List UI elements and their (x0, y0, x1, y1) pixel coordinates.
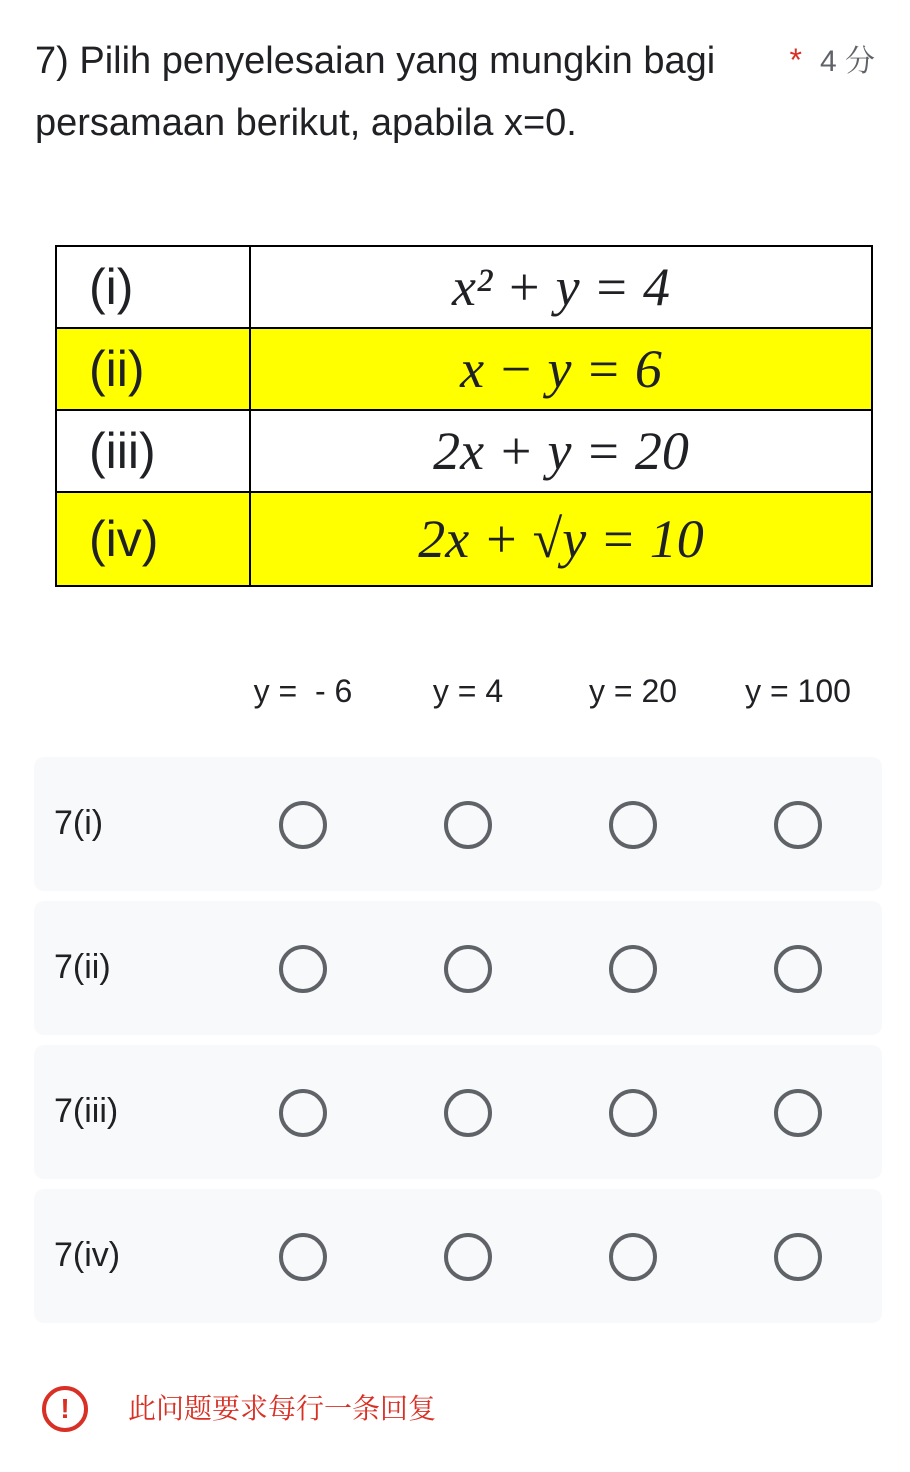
equation-row (56, 492, 872, 586)
grid-row-7iii (34, 1045, 882, 1179)
question-header (35, 30, 875, 150)
row-label: 7(ii) (54, 948, 111, 986)
error-message: 此问题要求每行一条回复 (128, 1392, 437, 1425)
equation-row (56, 410, 872, 492)
radio-7iii-y-4[interactable] (444, 1089, 492, 1137)
equation-row (56, 246, 872, 328)
equation-table-image (55, 245, 873, 587)
column-header-y-100: y = 100 (745, 673, 851, 709)
required-asterisk: * (789, 42, 802, 78)
grid-column-headers (0, 668, 910, 714)
grid-row-7iv (34, 1189, 882, 1323)
points-label: 4 分 (819, 45, 875, 78)
exclamation-icon: ! (42, 1386, 88, 1432)
row-label: 7(i) (54, 804, 104, 842)
question-title (35, 30, 775, 154)
radio-7iv-y-minus-6[interactable] (279, 1233, 327, 1281)
equation-label: (i) (56, 246, 250, 328)
radio-7iii-y-minus-6[interactable] (279, 1089, 327, 1137)
column-header-y-20: y = 20 (588, 673, 678, 709)
radio-7ii-y-20[interactable] (609, 945, 657, 993)
equation-text: x − y = 6 (250, 328, 872, 410)
radio-7ii-y-100[interactable] (774, 945, 822, 993)
radio-7iv-y-20[interactable] (609, 1233, 657, 1281)
equation-text: 2x + √y = 10 (250, 492, 872, 586)
column-header-y-4: y = 4 (432, 673, 504, 709)
row-label: 7(iii) (54, 1092, 119, 1130)
grid-row-7i (34, 757, 882, 891)
equation-label: (ii) (56, 328, 250, 410)
question-meta (790, 40, 875, 82)
radio-7i-y-4[interactable] (444, 801, 492, 849)
radio-7iv-y-4[interactable] (444, 1233, 492, 1281)
row-label: 7(iv) (54, 1236, 121, 1274)
radio-7ii-y-4[interactable] (444, 945, 492, 993)
radio-7i-y-minus-6[interactable] (279, 801, 327, 849)
radio-7ii-y-minus-6[interactable] (279, 945, 327, 993)
equation-label: (iv) (56, 492, 250, 586)
radio-7iii-y-20[interactable] (609, 1089, 657, 1137)
equation-text: x² + y = 4 (250, 246, 872, 328)
radio-7i-y-20[interactable] (609, 801, 657, 849)
validation-error (42, 1386, 882, 1436)
column-header-y-minus-6: y = - 6 (253, 673, 353, 709)
question-title-line2: persamaan berikut, apabila x=0. (35, 102, 577, 144)
equation-text: 2x + y = 20 (250, 410, 872, 492)
equation-label: (iii) (56, 410, 250, 492)
radio-7iii-y-100[interactable] (774, 1089, 822, 1137)
equation-row (56, 328, 872, 410)
radio-7i-y-100[interactable] (774, 801, 822, 849)
grid-row-7ii (34, 901, 882, 1035)
question-title-line1: 7) Pilih penyelesaian yang mungkin bagi (35, 40, 716, 82)
radio-7iv-y-100[interactable] (774, 1233, 822, 1281)
